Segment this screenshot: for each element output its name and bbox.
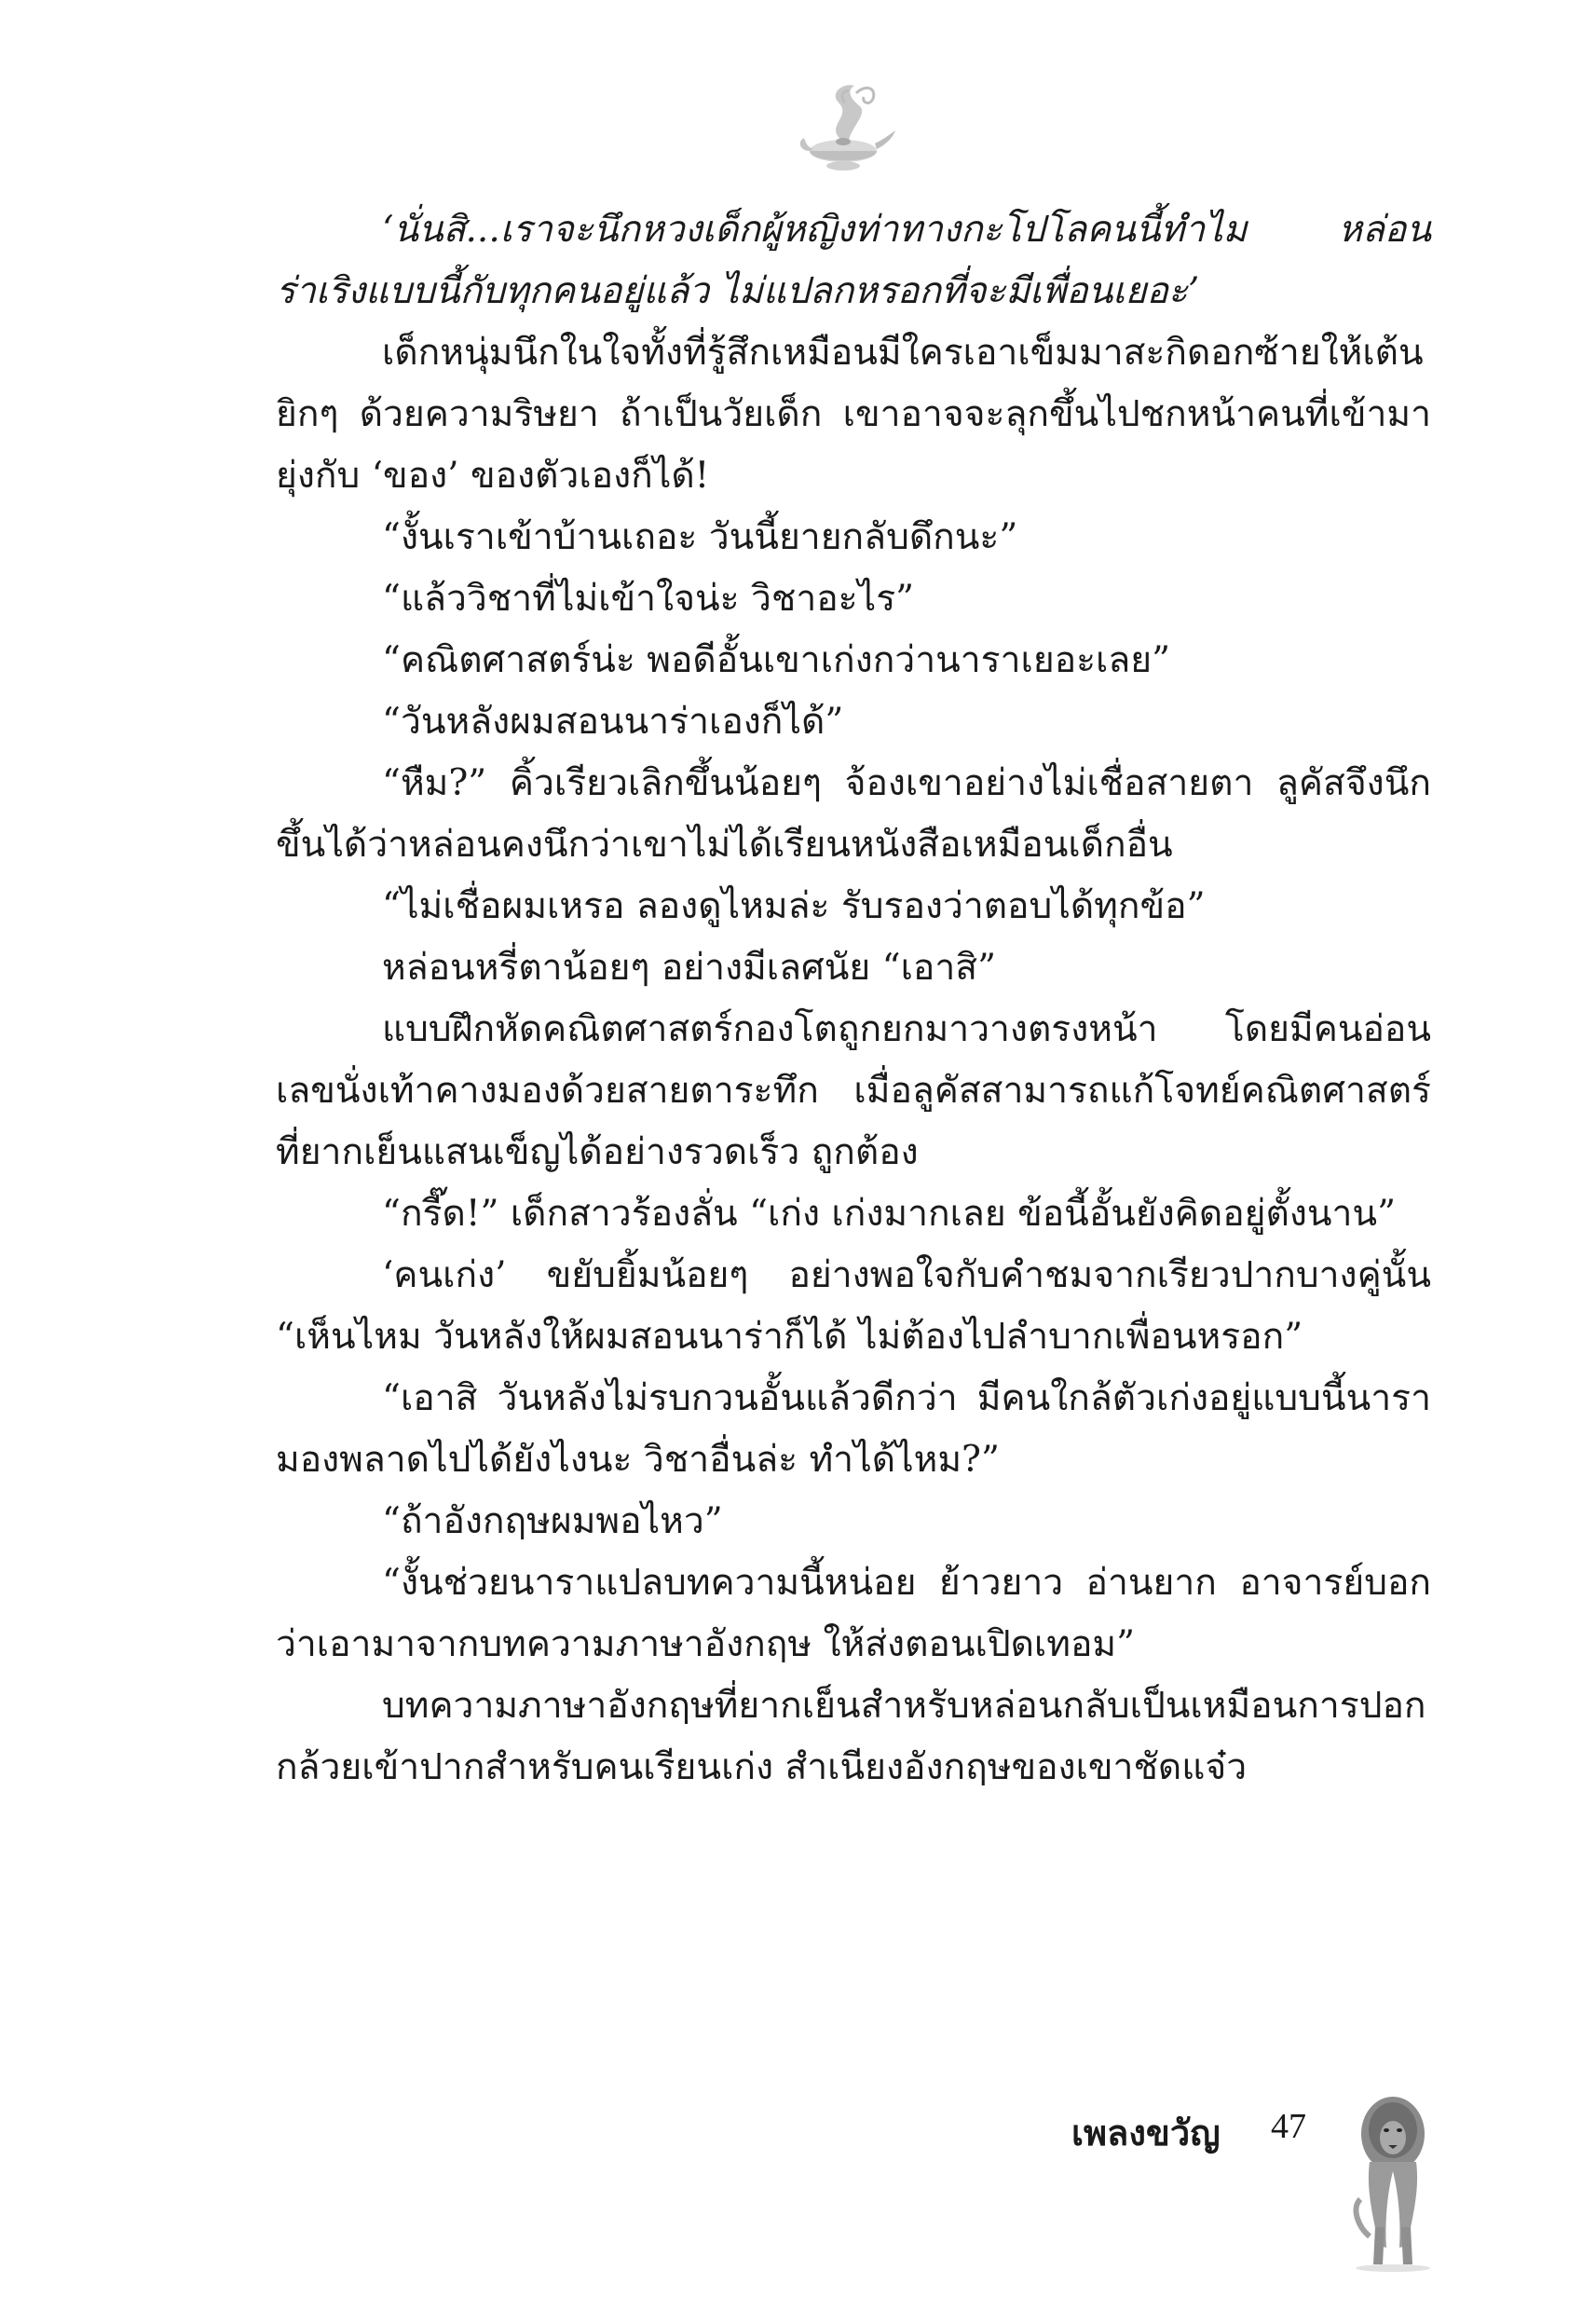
paragraph: “งั้นเราเข้าบ้านเถอะ วันนี้ยายกลับดึกนะ” <box>382 516 1018 558</box>
paragraph: “เอาสิ วันหลังไม่รบกวนอั้นแล้วดีกว่า มีคนใกล้ตัวเก่งอยู่แบบนี้นารามองพลาดไปได้ยังไงนะ วิชาอื่นล่ะ ทำได้ไหม?” <box>276 1377 1431 1481</box>
page-number: 47 <box>1271 2107 1306 2146</box>
paragraph: “คณิตศาสตร์น่ะ พอดีอั้นเขาเก่งกว่านาราเยอะเลย” <box>382 639 1171 681</box>
running-title: เพลงขวัญ <box>1071 2113 1221 2154</box>
paragraph: “ไม่เชื่อผมเหรอ ลองดูไหมล่ะ รับรองว่าตอบได้ทุกข้อ” <box>382 885 1206 927</box>
paragraph: แบบฝึกหัดคณิตศาสตร์กองโตถูกยกมาวางตรงหน้า โดยมีคนอ่อนเลขนั่งเท้าคางมองด้วยสายตาระทึก เมื่อลูคัสสามารถแก้โจทย์คณิตศาสตร์ที่ยากเย็นแสนเข็ญได้อย่างรวดเร็ว ถูกต้อง <box>276 1008 1431 1173</box>
paragraph: ‘นั่นสิ...เราจะนึกหวงเด็กผู้หญิงท่าทางกะโปโลคนนี้ทำไม หล่อนร่าเริงแบบนี้กับทุกคนอยู่แล้ว ไม่แปลกหรอกที่จะมีเพื่อนเยอะ’ <box>276 209 1431 312</box>
paragraph: “หืม?” คิ้วเรียวเลิกขึ้นน้อยๆ จ้องเขาอย่างไม่เชื่อสายตา ลูคัสจึงนึกขึ้นได้ว่าหล่อนคงนึกว่าเขาไม่ได้เรียนหนังสือเหมือนเด็กอื่น <box>276 762 1431 866</box>
paragraph: หล่อนหรี่ตาน้อยๆ อย่างมีเลศนัย “เอาสิ” <box>382 947 997 989</box>
body-text <box>276 199 1431 1798</box>
paragraph: “แล้ววิชาที่ไม่เข้าใจน่ะ วิชาอะไร” <box>382 578 915 620</box>
paragraph: “กรี๊ด!” เด็กสาวร้องลั่น “เก่ง เก่งมากเลย ข้อนี้อั้นยังคิดอยู่ตั้งนาน” <box>382 1193 1397 1235</box>
paragraph: เด็กหนุ่มนึกในใจทั้งที่รู้สึกเหมือนมีใครเอาเข็มมาสะกิดอกซ้ายให้เต้นยิกๆ ด้วยความริษยา ถ้าเป็นวัยเด็ก เขาอาจจะลุกขึ้นไปชกหน้าคนที่เข้ามายุ่งกับ ‘ของ’ ของตัวเองก็ได้! <box>276 332 1431 497</box>
paragraph: ‘คนเก่ง’ ขยับยิ้มน้อยๆ อย่างพอใจกับคำชมจากเรียวปากบางคู่นั้น “เห็นไหม วันหลังให้ผมสอนนาร่าก็ได้ ไม่ต้องไปลำบากเพื่อนหรอก” <box>276 1254 1431 1358</box>
paragraph: บทความภาษาอังกฤษที่ยากเย็นสำหรับหล่อนกลับเป็นเหมือนการปอกกล้วยเข้าปากสำหรับคนเรียนเก่ง สำเนียงอังกฤษของเขาชัดแจ๋ว <box>276 1685 1426 1788</box>
magic-lamp-icon <box>787 75 899 177</box>
paragraph: “ถ้าอังกฤษผมพอไหว” <box>382 1500 723 1542</box>
paragraph: “งั้นช่วยนาราแปลบทความนี้หน่อย ย้าวยาว อ่านยาก อาจารย์บอกว่าเอามาจากบทความภาษาอังกฤษ ให้ส่งตอนเปิดเทอม” <box>276 1562 1431 1665</box>
paragraph: “วันหลังผมสอนนาร่าเองก็ได้” <box>382 701 844 743</box>
lion-icon <box>1342 2087 1444 2274</box>
